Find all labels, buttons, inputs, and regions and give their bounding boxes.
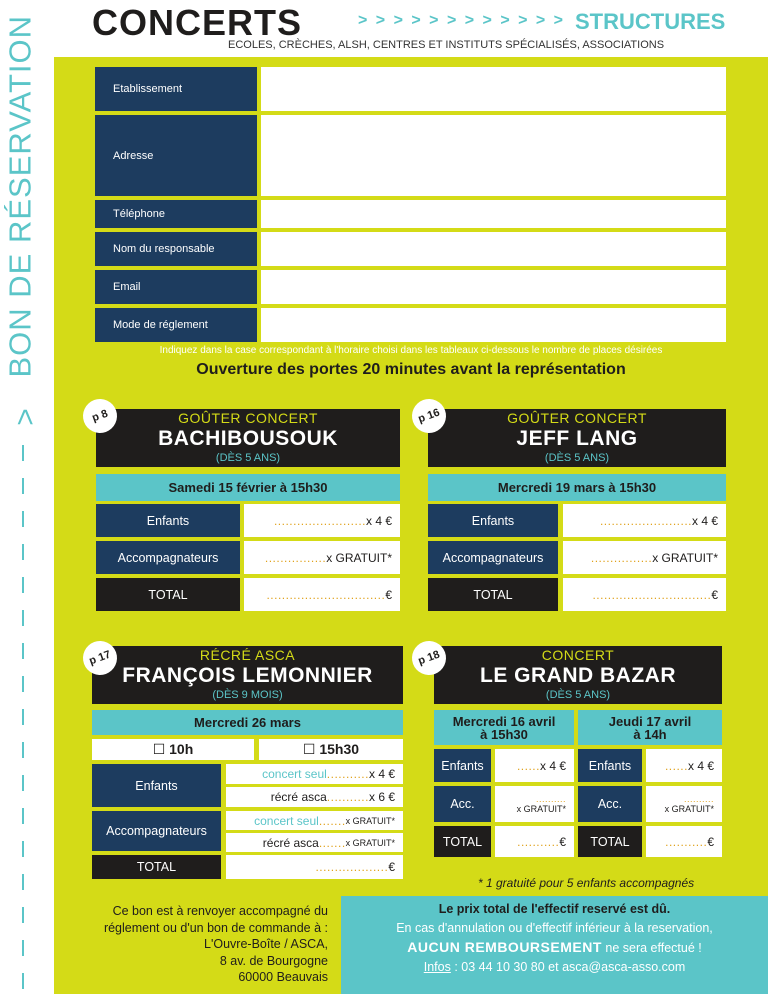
acc-quantity-field[interactable] — [495, 786, 574, 822]
enfants-quantity-field[interactable] — [244, 504, 400, 537]
price: x GRATUIT* — [664, 804, 714, 814]
total-field[interactable] — [646, 826, 722, 857]
concert-date: Jeudi 17 avril à 14h — [578, 710, 722, 745]
etablissement-field[interactable] — [261, 67, 726, 111]
side-dash — [22, 742, 24, 758]
side-arrow-icon: > — [8, 408, 42, 426]
row-label: TOTAL — [434, 826, 491, 857]
dots: ................ — [264, 550, 327, 565]
dots: .......... — [683, 794, 714, 804]
concert-date: Samedi 15 février à 15h30 — [96, 474, 400, 501]
side-dash — [22, 544, 24, 560]
side-dash — [22, 907, 24, 923]
price: x 4 € — [691, 513, 718, 528]
row-label: Enfants — [92, 764, 221, 807]
row-label: Accompagnateurs — [428, 541, 558, 574]
form-hint: Indiquez dans la case correspondant à l'horaire choisi dans les tableaux ci-dessous le nombre de places désirées — [159, 345, 663, 356]
option-label: concert seul — [254, 813, 319, 828]
concert-age: (DÈS 9 MOIS) — [212, 689, 283, 701]
concert-header — [428, 409, 726, 467]
enfants-concert-seul-field[interactable] — [226, 764, 403, 784]
accomp-concert-seul-field[interactable] — [226, 811, 403, 830]
form-row-email — [95, 270, 726, 304]
concert-type: RÉCRÉ ASCA — [199, 647, 296, 663]
send-address — [54, 896, 341, 994]
option-label: concert seul — [262, 767, 327, 781]
side-dash — [22, 808, 24, 824]
adresse-field[interactable] — [261, 115, 726, 196]
row-label: Enfants — [96, 504, 240, 537]
address-line: L'Ouvre-Boîte / ASCA, — [204, 937, 328, 951]
row-label: Acc. — [578, 786, 642, 822]
address-line: Ce bon est à renvoyer accompagné du — [112, 904, 328, 918]
doors-notice: Ouverture des portes 20 minutes avant la représentation — [196, 361, 626, 378]
total-field[interactable] — [244, 578, 400, 611]
price: x 6 € — [368, 790, 395, 804]
price: € — [707, 834, 714, 849]
side-bar — [0, 0, 48, 994]
concert-name: FRANÇOIS LEMONNIER — [122, 664, 373, 687]
no-refund: AUCUN REMBOURSEMENT — [407, 939, 602, 955]
separator: : — [450, 960, 462, 974]
field-label: Téléphone — [95, 200, 257, 228]
dots: ........... — [665, 834, 708, 849]
side-dash — [22, 841, 24, 857]
concert-name: JEFF LANG — [516, 427, 638, 450]
field-label: Mode de réglement — [95, 308, 257, 342]
field-label: Adresse — [95, 115, 257, 196]
address-line: 60000 Beauvais — [238, 970, 328, 984]
info-line: En cas d'annulation ou d'effectif inférieur à la reservation, — [396, 921, 713, 935]
price: € — [388, 860, 395, 874]
header-arrows: > > > > > > > > > > > > — [358, 12, 566, 29]
row-label: TOTAL — [92, 855, 221, 879]
page-badge: p 8 — [78, 394, 122, 438]
side-dash — [22, 511, 24, 527]
price: € — [385, 587, 392, 602]
price: € — [559, 834, 566, 849]
side-dash — [22, 709, 24, 725]
dots: ........................ — [599, 513, 692, 528]
page-badge: p 16 — [407, 394, 451, 438]
footnote: * 1 gratuité pour 5 enfants accompagnés — [478, 876, 695, 890]
page-badge: p 17 — [78, 636, 122, 680]
side-title: BON DE RÉSERVATION — [2, 14, 38, 378]
dots: ................... — [315, 860, 389, 874]
enfants-quantity-field[interactable] — [495, 749, 574, 782]
concert-header — [96, 409, 400, 467]
dots: ...... — [516, 758, 540, 773]
dots: ....... — [318, 835, 346, 850]
accompagnateurs-quantity-field[interactable] — [563, 541, 726, 574]
dots: ........... — [326, 767, 369, 781]
email-field[interactable] — [261, 270, 726, 304]
concert-header — [92, 646, 403, 704]
concert-age: (DÈS 5 ANS) — [215, 452, 281, 464]
price: x 4 € — [365, 513, 392, 528]
info-box — [341, 896, 768, 994]
field-label: Email — [95, 270, 257, 304]
row-label: Accompagnateurs — [96, 541, 240, 574]
phone: 03 44 10 30 80 — [461, 960, 545, 974]
side-dash — [22, 445, 24, 461]
form-row-reglement — [95, 308, 726, 342]
header-category: STRUCTURES — [575, 9, 726, 34]
and: et — [544, 960, 563, 974]
price: x GRATUIT* — [345, 815, 395, 826]
row-label: Acc. — [434, 786, 491, 822]
dots: ............................... — [592, 587, 712, 602]
enfants-quantity-field[interactable] — [646, 749, 722, 782]
price: x 4 € — [687, 758, 714, 773]
side-dash — [22, 874, 24, 890]
side-dash — [22, 676, 24, 692]
info-text: ne sera effectué ! — [601, 941, 702, 955]
side-dash — [22, 775, 24, 791]
concert-date: Mercredi 19 mars à 15h30 — [428, 474, 726, 501]
field-label: Etablissement — [95, 67, 257, 111]
concert-date: Mercredi 26 mars — [92, 710, 403, 735]
side-dash — [22, 973, 24, 989]
responsable-field[interactable] — [261, 232, 726, 266]
form-row-telephone — [95, 200, 726, 228]
reglement-field[interactable] — [261, 308, 726, 342]
side-dash — [22, 643, 24, 659]
acc-quantity-field[interactable] — [646, 786, 722, 822]
accompagnateurs-quantity-field[interactable] — [244, 541, 400, 574]
price: x 4 € — [368, 767, 395, 781]
price: x GRATUIT* — [345, 837, 395, 848]
time-10h-checkbox[interactable]: ☐ 10h — [92, 739, 254, 760]
total-field[interactable] — [495, 826, 574, 857]
field-label: Nom du responsable — [95, 232, 257, 266]
dots: ................ — [590, 550, 653, 565]
contact-line — [341, 958, 768, 977]
page-title: CONCERTS — [92, 2, 303, 43]
dots: ............................... — [266, 587, 386, 602]
info-line: Le prix total de l'effectif reservé est dû. — [438, 902, 671, 916]
row-label: TOTAL — [428, 578, 558, 611]
address-line: réglement ou d'un bon de commande à : — [103, 920, 328, 935]
total-field[interactable] — [563, 578, 726, 611]
enfants-recre-asca-field[interactable] — [226, 787, 403, 807]
price: x GRATUIT* — [326, 550, 392, 565]
price: x GRATUIT* — [652, 550, 718, 565]
infos-link[interactable]: Infos — [423, 960, 451, 974]
row-label: Enfants — [428, 504, 558, 537]
concert-type: GOÛTER CONCERT — [507, 410, 647, 426]
dots: ........... — [517, 834, 560, 849]
concert-age: (DÈS 5 ANS) — [545, 689, 611, 701]
dots: ...... — [664, 758, 688, 773]
row-label: Enfants — [434, 749, 491, 782]
side-dash — [22, 478, 24, 494]
side-dash — [22, 610, 24, 626]
form-row-responsable — [95, 232, 726, 266]
concert-name: LE GRAND BAZAR — [480, 664, 676, 687]
dots: .......... — [535, 794, 566, 804]
price: € — [711, 587, 718, 602]
option-label: récré asca — [270, 790, 327, 804]
concert-age: (DÈS 5 ANS) — [544, 452, 610, 464]
dots: ........................ — [273, 513, 366, 528]
header-subtitle: ECOLES, CRÈCHES, ALSH, CENTRES ET INSTITUTS SPÉCIALISÉS, ASSOCIATIONS — [228, 39, 665, 51]
row-label: TOTAL — [578, 826, 642, 857]
row-label: Enfants — [578, 749, 642, 782]
option-label: récré asca — [262, 835, 319, 850]
concert-header — [434, 646, 722, 704]
row-label: Accompagnateurs — [92, 811, 221, 851]
row-label: TOTAL — [96, 578, 240, 611]
telephone-field[interactable] — [261, 200, 726, 228]
side-dash — [22, 577, 24, 593]
concert-type: CONCERT — [541, 647, 615, 663]
page-badge: p 18 — [407, 636, 451, 680]
form-row-adresse — [95, 115, 726, 196]
price: x 4 € — [539, 758, 566, 773]
price: x GRATUIT* — [516, 804, 566, 814]
address-line: 8 av. de Bourgogne — [219, 953, 328, 968]
dots: ....... — [318, 813, 346, 828]
accomp-recre-asca-field[interactable] — [226, 833, 403, 852]
concert-date: Mercredi 16 avril à 15h30 — [434, 710, 574, 745]
email-link[interactable]: asca@asca-asso.com — [562, 960, 686, 974]
dots: ........... — [326, 790, 369, 804]
info-line — [341, 938, 768, 958]
enfants-quantity-field[interactable] — [563, 504, 726, 537]
form-row-etablissement — [95, 67, 726, 111]
side-dash — [22, 940, 24, 956]
time-15h30-checkbox[interactable]: ☐ 15h30 — [259, 739, 403, 760]
concert-type: GOÛTER CONCERT — [178, 410, 318, 426]
concert-name: BACHIBOUSOUK — [158, 427, 338, 450]
total-field[interactable] — [226, 855, 403, 879]
